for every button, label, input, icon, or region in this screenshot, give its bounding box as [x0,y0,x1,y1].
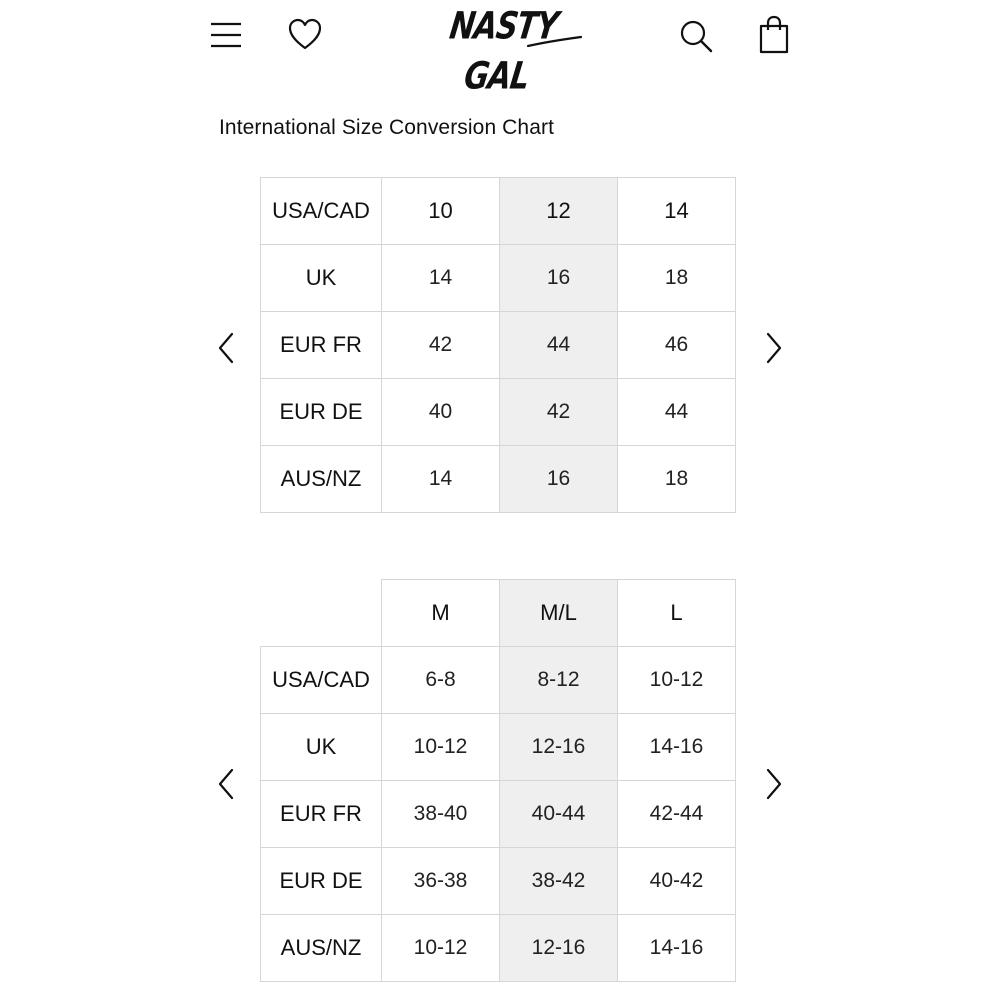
row-label: USA/CAD [261,178,382,245]
size-column-header-selected[interactable]: M/L [500,580,618,647]
table-cell: 14 [382,245,500,312]
size-column-header[interactable]: 10 [382,178,500,245]
table-row [261,446,736,513]
table-cell: 18 [618,245,736,312]
next-arrow-icon[interactable] [762,330,786,366]
table-cell: 10-12 [618,647,736,714]
table-cell: 36-38 [382,848,500,915]
table-cell: 38-40 [382,781,500,848]
table-cell: 14-16 [618,714,736,781]
row-label: USA/CAD [261,647,382,714]
table-cell: 46 [618,312,736,379]
table-cell: 40-42 [618,848,736,915]
logo-flourish [416,6,584,68]
previous-arrow-icon[interactable] [214,766,238,802]
row-label: EUR DE [261,848,382,915]
table-cell: 8-12 [500,647,618,714]
table-row [261,714,736,781]
row-label: UK [261,714,382,781]
size-column-header[interactable]: M [382,580,500,647]
size-column-header-selected[interactable]: 12 [500,178,618,245]
table-row [261,781,736,848]
row-label: EUR FR [261,781,382,848]
table-cell: 44 [500,312,618,379]
row-label: AUS/NZ [261,446,382,513]
table-header-row [261,178,736,245]
row-label: EUR FR [261,312,382,379]
table-cell: 42-44 [618,781,736,848]
table-cell: 40-44 [500,781,618,848]
logo-text: NASTY GAL [446,4,561,99]
table-cell: 38-42 [500,848,618,915]
shopping-bag-icon[interactable] [756,14,792,56]
row-label: AUS/NZ [261,915,382,982]
table-cell: 12-16 [500,915,618,982]
next-arrow-icon[interactable] [762,766,786,802]
size-column-header[interactable]: L [618,580,736,647]
table-row [261,647,736,714]
table-header-row [261,580,736,647]
table-row [261,915,736,982]
table-cell: 16 [500,245,618,312]
size-column-header[interactable]: 14 [618,178,736,245]
row-label: UK [261,245,382,312]
table-cell: 42 [382,312,500,379]
table-cell: 42 [500,379,618,446]
size-table-numeric [260,177,736,513]
table-row [261,379,736,446]
table-cell: 10-12 [382,714,500,781]
size-table-letter [260,579,736,982]
table-cell: 12-16 [500,714,618,781]
table-cell: 44 [618,379,736,446]
heart-icon[interactable] [286,16,324,54]
previous-arrow-icon[interactable] [214,330,238,366]
hamburger-menu-icon[interactable] [208,18,244,52]
table-cell: 10-12 [382,915,500,982]
table-cell: 18 [618,446,736,513]
table-row [261,312,736,379]
table-cell: 16 [500,446,618,513]
row-label: EUR DE [261,379,382,446]
table-cell: 14 [382,446,500,513]
table-cell: 6-8 [382,647,500,714]
site-header [0,0,1000,99]
table-cell: 14-16 [618,915,736,982]
brand-logo[interactable] [416,4,584,99]
table-row [261,245,736,312]
table-cell: 40 [382,379,500,446]
empty-corner-cell [261,580,382,647]
page-title: International Size Conversion Chart [219,116,555,139]
search-icon[interactable] [676,16,716,56]
table-row [261,848,736,915]
